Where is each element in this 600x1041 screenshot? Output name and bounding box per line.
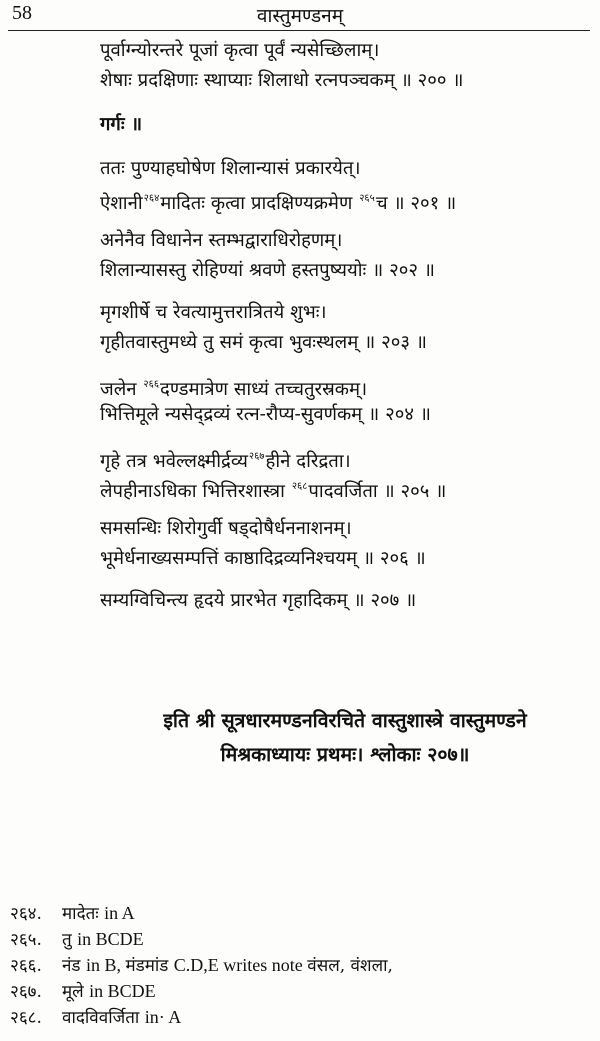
footnote-ref[interactable]: २६८	[291, 481, 308, 492]
footnotes	[10, 900, 590, 1030]
verse-line: सम्यग्विचिन्त्य हृदये प्रारभेत गृहादिकम् ॥ २०७ ॥	[100, 590, 417, 611]
verse-line: भित्तिमूले न्यसेद्द्रव्यं रत्न-रौप्य-सुवर्णकम् ॥ २०४ ॥	[100, 404, 431, 425]
verse-line: ततः पुण्याहघोषेण शिलान्यासं प्रकारयेत्।	[100, 158, 361, 179]
footnote	[10, 900, 590, 926]
stanza-gap	[100, 214, 580, 226]
footnote-number: २६८.	[10, 1008, 42, 1028]
footnote	[10, 1004, 590, 1030]
footnote	[10, 978, 590, 1004]
footnote-ref[interactable]: २६७	[248, 451, 265, 462]
footnote-ref[interactable]: २६६	[143, 379, 160, 390]
footnote-ref[interactable]: २६४	[143, 193, 160, 204]
verse-line: पूर्वाग्न्योरन्तरे पूजां कृत्वा पूर्वं न्यसेच्छिलाम्।	[100, 40, 380, 61]
verse-line: शेषाः प्रदक्षिणाः स्थाप्याः शिलाधो रत्नपञ्चकम् ॥ २०० ॥	[100, 70, 464, 91]
colophon-line: मिश्रकाध्यायः प्रथमः। श्लोकाः २०७॥	[220, 743, 470, 766]
footnote-text: in BCDE	[77, 929, 144, 949]
verse-line	[100, 442, 580, 472]
stanza-gap	[100, 574, 580, 586]
verse-line: गृहीतवास्तुमध्ये तु समं कृत्वा भुवःस्थलम् ॥ २०३ ॥	[100, 332, 427, 353]
verse-text: च ॥ २०१ ॥	[375, 193, 457, 214]
footnote-ref[interactable]: २६५	[359, 193, 375, 204]
speaker-heading: गर्गः ॥	[100, 114, 143, 135]
verse-text: ऐशानी	[100, 193, 143, 214]
footnote-text: वादविवर्जिता	[62, 1008, 145, 1028]
footnote-number: २६६.	[10, 956, 42, 976]
verse-text: दण्डमात्रेण साध्यं तच्चतुरस्रकम्।	[160, 379, 368, 400]
verse-line: भूमेर्धनाख्यसम्पत्तिं काष्ठादिद्रव्यनिश्चयम् ॥ २०६ ॥	[100, 548, 426, 569]
verse-text: लेपहीनाऽधिका भित्तिरशास्त्रा	[100, 481, 291, 502]
stanza-gap	[100, 96, 580, 110]
verse-line: शिलान्यासस्तु रोहिण्यां श्रवणे हस्तपुष्ययोः ॥ २०२ ॥	[100, 260, 435, 281]
footnote-text: मादेतः	[62, 904, 105, 924]
colophon-line: इति श्री सूत्रधारमण्डनविरचिते वास्तुशास्त्रे वास्तुमण्डने	[163, 709, 527, 732]
footnote-text: तु	[62, 930, 78, 950]
chapter-colophon	[90, 704, 600, 772]
footnote	[10, 926, 590, 952]
footnote-number: २६७.	[10, 982, 42, 1002]
footnote-text: वंसल, वंशला,	[307, 956, 393, 976]
stanza-gap	[100, 502, 580, 514]
running-title: वास्तुमण्डनम्	[256, 5, 344, 27]
footnote-number: २६४.	[10, 904, 42, 924]
verse-text: जलेन	[100, 379, 143, 400]
verse-text: हीने दरिद्रता।	[265, 451, 351, 472]
verse-block	[100, 36, 580, 616]
verse-line: अनेनैव विधानेन स्तम्भद्वाराधिरोहणम्।	[100, 230, 343, 251]
verse-line: मृगशीर्षे च रेवत्यामुत्तरात्रितये शुभः।	[100, 302, 327, 323]
verse-line	[100, 184, 580, 214]
footnote-text: मंडमांड	[125, 956, 174, 976]
footnote-text: C.D,E writes note	[173, 955, 308, 975]
footnote	[10, 952, 590, 978]
footnote-text: मूले	[62, 982, 90, 1002]
verse-line	[100, 472, 580, 502]
verse-text: गृहे तत्र भवेल्लक्ष्मीर्द्रव्य	[100, 451, 248, 472]
verse-text: पादवर्जिता ॥ २०५ ॥	[308, 481, 447, 502]
stanza-gap	[100, 286, 580, 298]
footnote-text: in A	[104, 903, 135, 923]
verse-line: समसन्धिः शिरोगुर्वी षड्दोषैर्धननाशनम्।	[100, 518, 352, 539]
verse-line	[100, 370, 580, 400]
footnote-text: in B,	[85, 955, 126, 975]
footnote-text: नंड	[62, 956, 86, 976]
footnote-text: in BCDE	[89, 981, 156, 1001]
footnote-number: २६५.	[10, 930, 42, 950]
footnote-text: in· A	[144, 1007, 182, 1027]
stanza-gap	[100, 140, 580, 154]
verse-text: मादितः कृत्वा प्रादक्षिण्यक्रमेण	[160, 193, 359, 214]
page-number: 58	[12, 2, 32, 24]
stanza-gap	[100, 358, 580, 370]
stanza-gap	[100, 430, 580, 442]
header-rule	[8, 30, 590, 31]
